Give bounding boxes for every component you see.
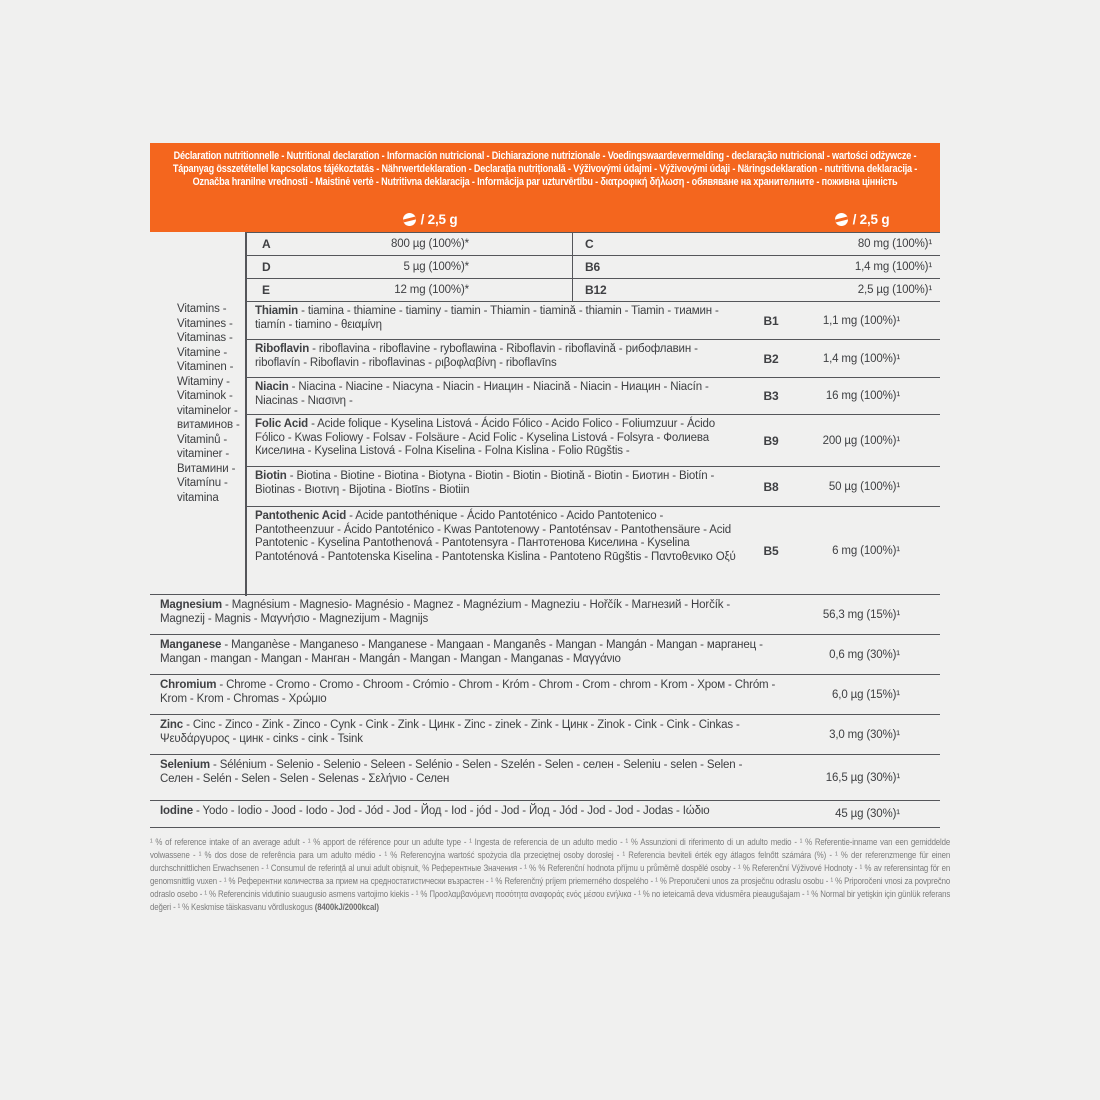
- vitamin-code: B12: [585, 283, 607, 297]
- vitamin-code: C: [585, 237, 594, 251]
- vitamin-code: B9: [763, 433, 779, 448]
- dose-per-tablet-right: [787, 211, 937, 227]
- reference-intake-footnote-wrap: [150, 836, 950, 914]
- table-row-magnesium: [150, 595, 940, 635]
- table-row-niacin: [245, 378, 940, 415]
- vitamin-code: B8: [763, 479, 779, 494]
- footnote-text: ¹ % of reference intake of an average adult - ¹ % apport de référence pour un adulte type - ¹ Ingesta de referencia de un adulto medio - ¹ % Assunzioni di riferimento di un adulto medio - ¹ % Referentie-inname van een gemiddelde volwassene - ¹ % dos dose de referência para um adulto médio - ¹ % Referencyjna wartość spożycia dla przeciętnej osoby dorosłej - ¹ Referencia beviteli érték egy átlagos felnőtt számára (%) - ¹ % der referenzmenge für einen durchschnittlichen Erwachsenen - ¹ Consumul de referință al unui adult obișnuit, % Референтные Значения - ¹ % % Referenční hodnota příjmu u průměrně dospělé osoby - ¹ % Referenční Výživové Hodnoty - ¹ % av referensintag för en genomsnittlig vuxen - ¹ % Референтни количества за прием на средностатистически възрастен - ¹ % Referenčný príjem priemerného dospelého - ¹ % Preporučeni unos za prosječnu odraslu osobu - ¹ % Priporočeni vnosi za povprečno odraslo osebo - ¹ % Referencinis vidutinio suaugusio asmens vartojimo kiekis - ¹ % Προσλαμβανόμενη ποσότητα αναφοράς ενός μέσου ενήλικα - ¹ % no ieteicamā deva vidusmēra pieaugušajam - ¹ % Normal bir yetişkin için günlük referans değeri - ¹ % Keskmise täiskasvanu võrdluskogus: [150, 837, 950, 912]
- vitamin-names: Folic Acid - Acide folique - Kyselina Listová - Ácido Fólico - Acido Folico - Foliumzuur - Ácido Fólico - Kwas Foliowy - Folsav - Folsäure - Acid Folic - Kyselina Listová - Folsyra - Фолиева Киселина - Kyselina Listová - Folna Kiselina - Folna Kislina - Folio Rūgštis -: [255, 418, 716, 457]
- mineral-names: Chromium - Chrome - Cromo - Cromo - Chroom - Crómio - Chrom - Króm - Chrom - Crom - chrom - Krom - Хром - Chróm - Krom - Krom - Chromas - Χρώμιο: [160, 679, 776, 705]
- tablet-icon: [835, 213, 848, 226]
- vitamin-names: Pantothenic Acid - Acide pantothénique - Ácido Pantoténico - Acido Pantotenico - Pantotheenzuur - Ácido Pantoténico - Kwas Pantotenowy - Pantoténsav - Pantothensäure - Acid Pantotenic - Kyselina Pantothenová - Pantotensyra - Пантотенова Киселина - Kyselina Pantoténová - Pantotenska Kiselina - Pantotenska Kislina - Pantoteno Rūgštis - Παντοθενικο Οξύ: [255, 510, 736, 563]
- nutrition-table: [150, 232, 940, 828]
- vitamin-value: 200 µg (100%)¹: [822, 434, 900, 447]
- dose-label: / 2,5 g: [852, 211, 890, 227]
- vitamin-code: B6: [585, 260, 601, 274]
- dose-per-tablet-left: [355, 211, 505, 227]
- vitamin-code: B1: [763, 313, 779, 328]
- table-row-chromium: [150, 675, 940, 715]
- vitamin-value: 1,1 mg (100%)¹: [822, 314, 900, 327]
- mineral-value: 16,5 µg (30%)¹: [825, 771, 900, 784]
- table-row-zinc: [150, 715, 940, 755]
- vitamin-value: 1,4 mg (100%)¹: [822, 352, 900, 365]
- vitamin-names: Niacin - Niacina - Niacine - Niacyna - Niacin - Ниацин - Niacină - Niacin - Ниацин - Niacín - Niacinas - Νιασινη -: [255, 381, 709, 407]
- vitamin-code: A: [262, 237, 271, 251]
- vitamin-code: B5: [763, 543, 779, 558]
- mineral-names: Magnesium - Magnésium - Magnesio- Magnésio - Magnez - Magnézium - Magneziu - Hořčík - Магнезий - Horčík - Magnezij - Magnis - Μαγνήσιο - Magnezijum - Magnijs: [160, 599, 731, 625]
- mineral-value: 3,0 mg (30%)¹: [829, 728, 900, 741]
- table-row-a-c: [245, 233, 940, 256]
- vitamin-value: 2,5 µg (100%)¹: [857, 284, 932, 296]
- vitamin-value: 1,4 mg (100%)¹: [854, 261, 932, 273]
- declaration-banner: [150, 143, 940, 232]
- table-row-riboflavin: [245, 340, 940, 378]
- tablet-icon: [403, 213, 416, 226]
- vitamin-value: 50 µg (100%)¹: [828, 480, 900, 493]
- vitamin-code: B3: [763, 389, 779, 403]
- mineral-names: Manganese - Manganèse - Manganeso - Manganese - Mangaan - Manganês - Mangan - Mangán - Mangan - марганец - Mangan - mangan - Mangan - Манган - Mangán - Mangan - Mangan - Manganas - Μαγγάνιο: [160, 639, 763, 665]
- reference-intake-footnote: [150, 836, 950, 914]
- table-row-pantothenic-acid: [245, 507, 940, 594]
- mineral-value: 56,3 mg (15%)¹: [822, 608, 900, 621]
- mineral-value: 6,0 µg (15%)¹: [832, 688, 900, 701]
- vitamin-value: 16 mg (100%)¹: [825, 390, 900, 402]
- vitamin-value: 80 mg (100%)¹: [857, 238, 932, 250]
- table-row-manganese: [150, 635, 940, 675]
- declaration-text: Déclaration nutritionnelle - Nutritional declaration - Información nutricional - Dichiarazione nutrizionale - Voedingswaardevermelding - declaração nutricional - wartości odżywcze - Tápanyag összetétellel kapcsolatos tájékoztatás - Nährwertdeklaration - Declarația nutrițională - Výživovými údajmi - Výživovými údaji - Näringsdeklaration - nutritivna deklaracija - Označba hranilne vrednosti - Maistinė vertė - Nutritivna deklaracija - Informācija par uzturvērtību - διατροφική δήλωση - обявяване на хранителните - поживна цінність: [172, 150, 918, 188]
- table-row-thiamin: [245, 302, 940, 340]
- declaration-text-wrap: [158, 150, 932, 189]
- dose-label: / 2,5 g: [420, 211, 458, 227]
- table-row-d-b6: [245, 256, 940, 279]
- table-row-biotin: [245, 467, 940, 507]
- table-row-iodine: [150, 801, 940, 828]
- vitamin-value: 800 µg (100%)*: [390, 238, 469, 250]
- table-row-e-b12: [245, 279, 940, 302]
- table-row-folic-acid: [245, 415, 940, 467]
- vertical-rule: [245, 232, 247, 596]
- vitamin-value: 6 mg (100%)¹: [832, 544, 900, 557]
- mineral-rows: [150, 594, 940, 828]
- vitamin-code: D: [262, 260, 271, 274]
- vitamin-value: 5 µg (100%)*: [403, 261, 469, 273]
- vitamins-group-label: Vitamins - Vitamines - Vitaminas - Vitamine - Vitaminen - Witaminy - Vitaminok - vitaminelor - витаминов - Vitaminů - vitaminer - Витамини - Vitamínu - vitamina: [177, 303, 240, 504]
- footnote-energy-value: (8400kJ/2000kcal): [314, 902, 379, 912]
- simple-vitamin-rows: [245, 232, 940, 302]
- mineral-value: 0,6 mg (30%)¹: [829, 648, 900, 661]
- vitamin-names: Thiamin - tiamina - thiamine - tiaminy - tiamin - Thiamin - tiamină - thiamin - Tiamin - тиамин - tiamín - tiamino - θειαμίνη: [255, 305, 719, 331]
- mineral-names: Zinc - Cinc - Zinco - Zink - Zinco - Cynk - Cink - Zink - Цинк - Zinc - zinek - Zink - Цинк - Zinok - Cink - Cink - Cinkas - Ψευδάργυρος - цинк - cinks - cink - Tsink: [160, 719, 740, 745]
- vitamin-code: B2: [763, 351, 779, 366]
- mineral-value: 45 µg (30%)¹: [835, 808, 900, 820]
- vitamin-value: 12 mg (100%)*: [394, 284, 469, 296]
- vitamin-names: Riboflavin - riboflavina - riboflavine - ryboflawina - Riboflavin - riboflavină - рибофлавин - riboflavín - Riboflavin - riboflavinas - ριβοφλαβίνη - riboflavīns: [255, 343, 698, 369]
- table-row-selenium: [150, 755, 940, 801]
- mineral-names: Iodine - Yodo - Iodio - Jood - Iodo - Jod - Jód - Jod - Йод - Iod - jód - Jod - Йод - Jód - Jod - Jod - Jodas - Ιώδιο: [160, 805, 710, 817]
- mineral-names: Selenium - Sélénium - Selenio - Selenio - Seleen - Selénio - Selen - Szelén - Selen - селен - Seleniu - selen - Selen - Селен - Selén - Selen - Selen - Selenas - Σελήνιο - Селен: [160, 759, 743, 785]
- vitamin-code: E: [262, 283, 270, 297]
- vitamin-names: Biotin - Biotina - Biotine - Biotina - Biotyna - Biotin - Biotin - Biotină - Biotin - Биотин - Biotín - Biotinas - Βιοτινη - Bijotina - Biotīns - Biotiin: [255, 470, 715, 496]
